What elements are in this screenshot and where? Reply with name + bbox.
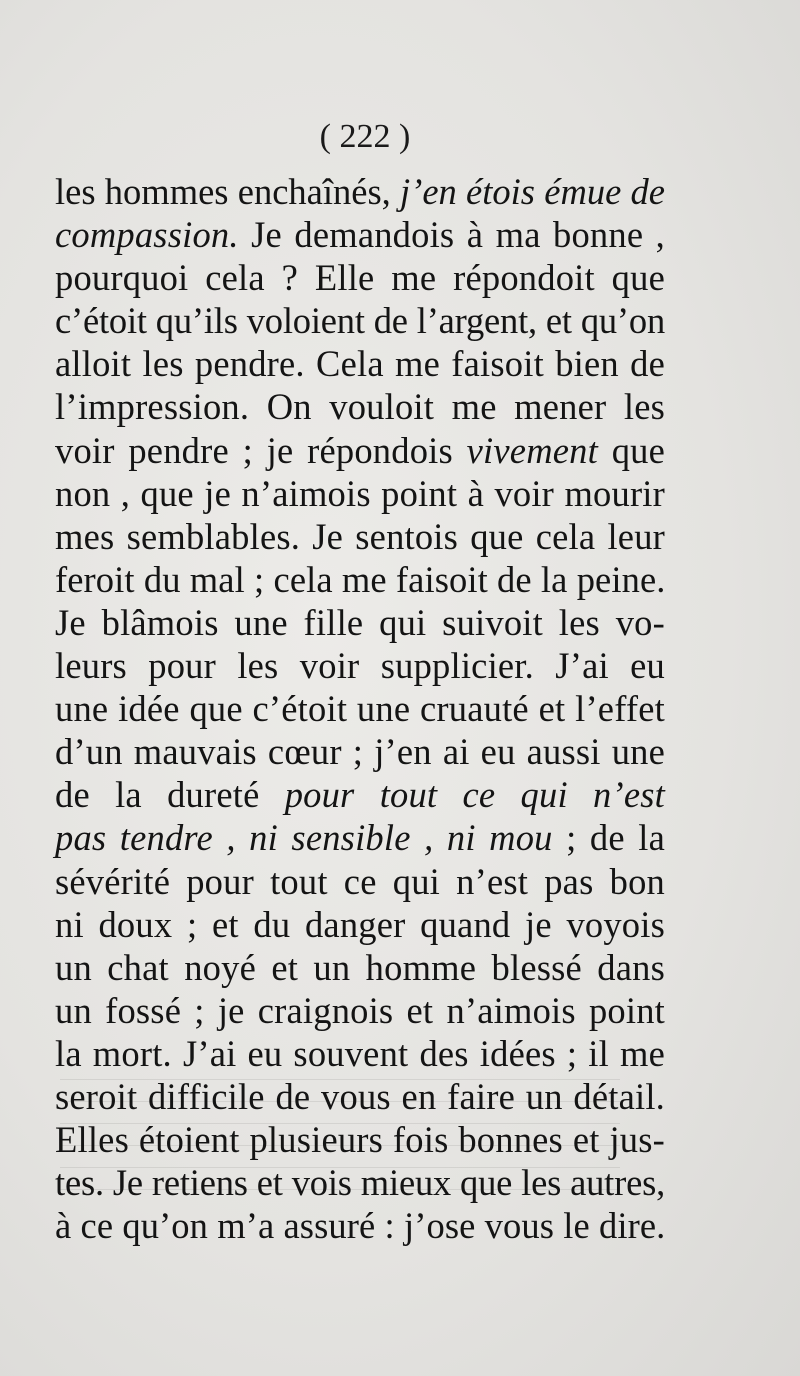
text-line bbox=[55, 1204, 665, 1247]
text-segment: d’un mauvais cœur ; j’en ai eu aussi une bbox=[55, 731, 665, 773]
text-segment: à ce qu’on m’a assuré : j’ose vous le dire. bbox=[55, 1205, 666, 1247]
page-number: ( 222 ) bbox=[319, 118, 411, 155]
text-line bbox=[55, 1075, 665, 1118]
text-line bbox=[55, 515, 665, 558]
text-segment: Je blâmois une fille qui suivoit les vo- bbox=[55, 601, 665, 643]
text-line bbox=[55, 773, 665, 816]
text-line bbox=[55, 816, 665, 859]
text-line bbox=[55, 730, 665, 773]
text-line bbox=[55, 429, 665, 472]
text-segment: tes. Je retiens et vois mieux que les autres, bbox=[55, 1162, 665, 1204]
text-line bbox=[55, 644, 665, 687]
text-segment: c’étoit qu’ils voloient de l’argent, et qu’on bbox=[55, 300, 665, 342]
text-line bbox=[55, 601, 665, 644]
text-segment: seroit difficile de vous en faire un détail. bbox=[55, 1075, 665, 1117]
text-line bbox=[55, 1032, 665, 1075]
text-segment: leurs pour les voir supplicier. J’ai eu bbox=[55, 645, 665, 687]
text-segment: ni doux ; et du danger quand je voyois bbox=[55, 903, 665, 945]
text-segment: un fossé ; je craignois et n’aimois point bbox=[55, 989, 665, 1031]
text-line bbox=[55, 1118, 665, 1161]
body-text bbox=[55, 170, 665, 1247]
text-segment: une idée que c’étoit une cruauté et l’effet bbox=[55, 688, 665, 730]
text-segment: la mort. J’ai eu souvent des idées ; il me bbox=[55, 1032, 665, 1074]
text-line bbox=[55, 256, 665, 299]
italic-text: pour tout ce qui n’est bbox=[284, 774, 665, 816]
text-segment: sévérité pour tout ce qui n’est pas bon bbox=[55, 860, 665, 902]
text-line bbox=[55, 687, 665, 730]
text-segment: alloit les pendre. Cela me faisoit bien de bbox=[55, 343, 665, 385]
text-segment: feroit du mal ; cela me faisoit de la peine. bbox=[55, 558, 666, 600]
text-line bbox=[55, 170, 665, 213]
italic-text: pas tendre , ni sensible , ni mou bbox=[55, 817, 553, 859]
text-segment: ; de la bbox=[552, 817, 665, 859]
text-line bbox=[55, 1161, 665, 1204]
text-segment: Elles étoient plusieurs fois bonnes et jus- bbox=[55, 1119, 665, 1161]
text-segment: non , que je n’aimois point à voir mourir bbox=[55, 472, 665, 514]
text-line bbox=[55, 903, 665, 946]
text-segment: de la dureté bbox=[55, 774, 285, 816]
text-line bbox=[55, 860, 665, 903]
text-segment: l’impression. On vouloit me mener les bbox=[55, 386, 665, 428]
text-segment: un chat noyé et un homme blessé dans bbox=[55, 946, 665, 988]
text-segment: voir pendre ; je répondois bbox=[55, 429, 467, 471]
text-segment: pourquoi cela ? Elle me répondoit que bbox=[55, 257, 665, 299]
text-segment: les hommes enchaînés, bbox=[55, 171, 401, 212]
italic-text: compassion. bbox=[55, 214, 239, 256]
italic-text: j’en étois émue de bbox=[400, 171, 665, 212]
text-line bbox=[55, 472, 665, 515]
italic-text: vivement bbox=[466, 429, 598, 471]
text-segment: Je demandois à ma bonne , bbox=[238, 214, 665, 256]
text-line bbox=[55, 213, 665, 256]
text-line bbox=[55, 989, 665, 1032]
text-line bbox=[55, 946, 665, 989]
text-line bbox=[55, 299, 665, 342]
text-segment: mes semblables. Je sentois que cela leur bbox=[55, 515, 665, 557]
text-line bbox=[55, 558, 665, 601]
text-line bbox=[55, 342, 665, 385]
text-segment: que bbox=[597, 429, 665, 471]
text-line bbox=[55, 385, 665, 428]
